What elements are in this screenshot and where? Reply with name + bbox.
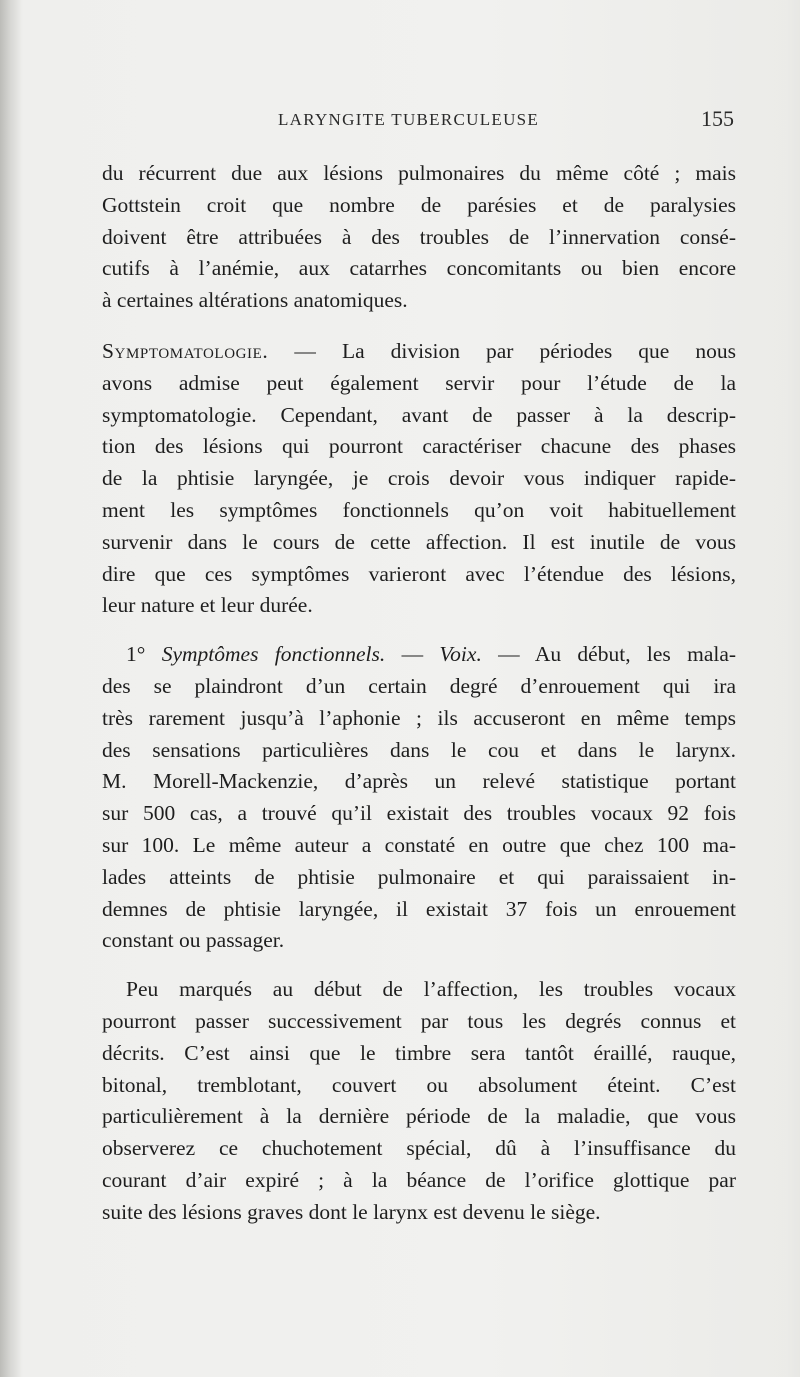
text-line: particulièrement à la dernière période de la maladie, que vous <box>102 1104 736 1129</box>
text-line: courant d’air expiré ; à la béance de l’orifice glottique par <box>102 1167 736 1192</box>
text-line: de la phtisie laryngée, je crois devoir vous indiquer rapide- <box>102 466 736 491</box>
text-line: bitonal, tremblotant, couvert ou absolument éteint. C’est <box>102 1072 736 1097</box>
text-fragment: — Au début, les mala- <box>498 642 737 667</box>
text-line: M. Morell-Mackenzie, d’après un relevé statistique portant <box>102 769 736 794</box>
text-line: leur nature et leur durée. <box>102 593 313 618</box>
text-line: ment les symptômes fonctionnels qu’on voit habituellement <box>102 497 736 522</box>
text-line: pourront passer successivement par tous les degrés connus et <box>102 1008 736 1033</box>
text-line: sur 500 cas, a trouvé qu’il existait des troubles vocaux 92 fois <box>102 801 736 826</box>
subsection-heading-voix: Voix. <box>439 642 482 667</box>
text-line: observerez ce chuchotement spécial, dû à l’insuffisance du <box>102 1136 736 1161</box>
text-line: Gottstein croit que nombre de parésies et de paralysies <box>102 192 736 217</box>
text-line: des se plaindront d’un certain degré d’enrouement qui ira <box>102 673 736 698</box>
section-number: 1° <box>126 642 146 667</box>
text-line: suite des lésions graves dont le larynx est devenu le siège. <box>102 1199 601 1224</box>
text-line <box>102 639 736 671</box>
paragraph-symptomatologie <box>102 336 736 622</box>
text-line: tion des lésions qui pourront caractériser chacune des phases <box>102 434 736 459</box>
text-line: cutifs à l’anémie, aux catarrhes concomitants ou bien encore <box>102 256 736 281</box>
text-fragment: — La division par périodes que nous <box>294 338 736 363</box>
text-line: avons admise peut également servir pour l’étude de la <box>102 370 736 395</box>
paragraph-symptomes-fonctionnels <box>102 639 736 957</box>
paragraph-continuation <box>102 158 736 317</box>
page-edge <box>786 0 800 1377</box>
section-heading: Symptomatologie. <box>102 338 269 363</box>
text-line: symptomatologie. Cependant, avant de passer à la descrip- <box>102 402 736 427</box>
dash: — <box>401 642 424 667</box>
running-head <box>102 106 738 136</box>
gutter-shadow <box>0 0 22 1377</box>
page-number: 155 <box>701 106 734 131</box>
text-line: très rarement jusqu’à l’aphonie ; ils accuseront en même temps <box>102 705 736 730</box>
text-line: doivent être attribuées à des troubles de l’innervation consé- <box>102 224 736 249</box>
text-line: lades atteints de phtisie pulmonaire et qui paraissaient in- <box>102 864 736 889</box>
text-line: survenir dans le cours de cette affection. Il est inutile de vous <box>102 529 736 554</box>
text-line: à certaines altérations anatomiques. <box>102 288 408 313</box>
running-title: LARYNGITE TUBERCULEUSE <box>278 110 540 129</box>
text-line: décrits. C’est ainsi que le timbre sera tantôt éraillé, rauque, <box>102 1040 736 1065</box>
text-line: dire que ces symptômes varieront avec l’étendue des lésions, <box>102 561 736 586</box>
text-line: constant ou passager. <box>102 928 285 953</box>
body-text <box>102 158 736 1229</box>
text-line: sur 100. Le même auteur a constaté en outre que chez 100 ma- <box>102 832 736 857</box>
text-line: demnes de phtisie laryngée, il existait 37 fois un enrouement <box>102 896 736 921</box>
text-line: Peu marqués au début de l’affection, les troubles vocaux <box>126 977 736 1002</box>
text-line: des sensations particulières dans le cou et dans le larynx. <box>102 737 736 762</box>
subsection-heading: Symptômes fonctionnels. <box>161 642 386 667</box>
text-line <box>102 336 736 368</box>
text-line: du récurrent due aux lésions pulmonaires du même côté ; mais <box>102 161 736 185</box>
paragraph-troubles-vocaux <box>102 974 736 1228</box>
